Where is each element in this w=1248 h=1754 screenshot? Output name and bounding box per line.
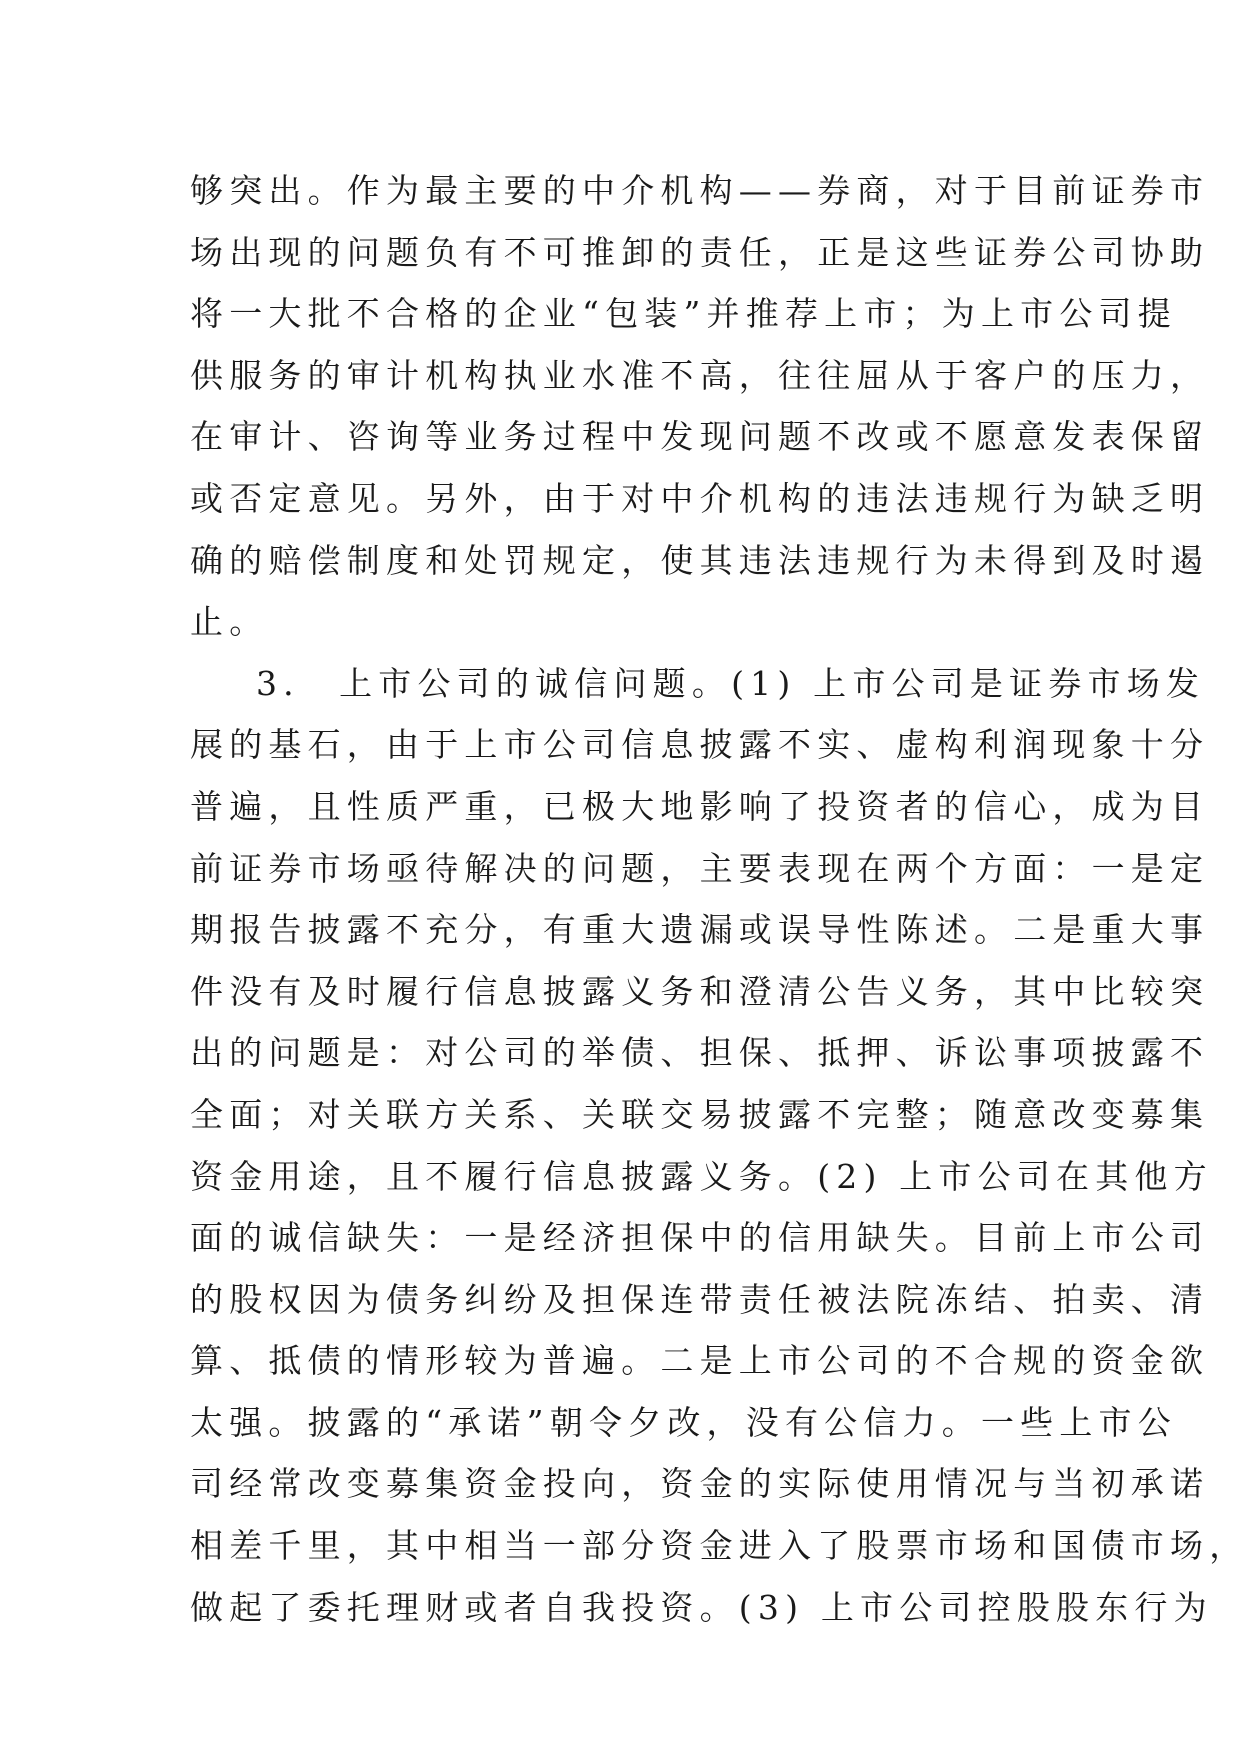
text-line: 展的基石，由于上市公司信息披露不实、虚构利润现象十分 bbox=[190, 725, 1210, 765]
text-line: 场出现的问题负有不可推卸的责任，正是这些证券公司协助 bbox=[190, 232, 1210, 272]
body-text bbox=[190, 160, 1248, 1638]
text-line: 前证券市场亟待解决的问题，主要表现在两个方面：一是定 bbox=[190, 848, 1210, 888]
text-line: 够突出。作为最主要的中介机构——券商，对于目前证券市 bbox=[190, 171, 1210, 210]
text-line: 做起了委托理财或者自我投资。(3) 上市公司控股股东行为 bbox=[190, 1587, 1213, 1627]
text-line: 出的问题是：对公司的举债、担保、抵押、诉讼事项披露不 bbox=[190, 1033, 1210, 1073]
text-line: 普遍，且性质严重，已极大地影响了投资者的信心，成为目 bbox=[190, 786, 1210, 826]
text-line: 在审计、咨询等业务过程中发现问题不改或不愿意发表保留 bbox=[190, 417, 1210, 457]
text-line: 将一大批不合格的企业“包装”并推荐上市；为上市公司提 bbox=[190, 294, 1177, 334]
section-heading-line: 3． 上市公司的诚信问题。(1) 上市公司是证券市场发 bbox=[256, 663, 1206, 703]
text-line: 面的诚信缺失：一是经济担保中的信用缺失。目前上市公司 bbox=[190, 1218, 1210, 1258]
text-line: 止。 bbox=[190, 602, 269, 642]
text-line: 或否定意见。另外，由于对中介机构的违法违规行为缺乏明 bbox=[190, 478, 1210, 518]
text-line: 期报告披露不充分，有重大遗漏或误导性陈述。二是重大事 bbox=[190, 910, 1210, 950]
text-line: 件没有及时履行信息披露义务和澄清公告义务，其中比较突 bbox=[190, 971, 1210, 1011]
text-line: 供服务的审计机构执业水准不高，往往屈从于客户的压力， bbox=[190, 355, 1210, 395]
text-line: 确的赔偿制度和处罚规定，使其违法违规行为未得到及时遏 bbox=[190, 540, 1210, 580]
text-line: 的股权因为债务纠纷及担保连带责任被法院冻结、拍卖、清 bbox=[190, 1279, 1210, 1319]
text-line: 资金用途，且不履行信息披露义务。(2) 上市公司在其他方 bbox=[190, 1156, 1213, 1196]
text-line: 太强。披露的“承诺”朝令夕改，没有公信力。一些上市公 bbox=[190, 1402, 1177, 1442]
text-line: 全面；对关联方关系、关联交易披露不完整；随意改变募集 bbox=[190, 1094, 1210, 1134]
text-line: 司经常改变募集资金投向，资金的实际使用情况与当初承诺 bbox=[190, 1464, 1210, 1504]
text-line: 相差千里，其中相当一部分资金进入了股票市场和国债市场， bbox=[190, 1526, 1248, 1566]
text-line: 算、抵债的情形较为普遍。二是上市公司的不合规的资金欲 bbox=[190, 1341, 1210, 1381]
